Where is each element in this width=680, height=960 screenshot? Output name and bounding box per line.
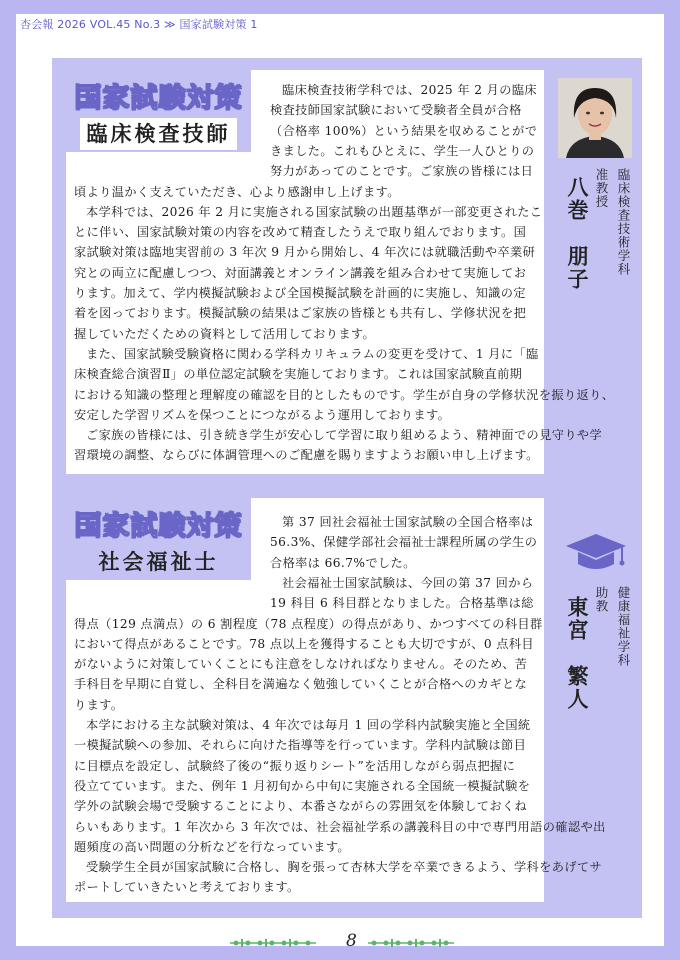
section-title: 国家試験対策: [74, 511, 243, 542]
section-title: 国家試験対策: [74, 83, 243, 114]
portrait-photo: [558, 78, 632, 158]
text-line: （合格率 100%）という結果を収めることがで: [270, 123, 538, 138]
text-line: 握していただくための資料として活用しております。: [74, 326, 376, 341]
text-line: 本学科では、2026 年 2 月に実施される国家試験の出題基準が一部変更されたこ: [86, 204, 543, 219]
text-line: 受験学生全員が国家試験に合格し、胸を張って杏林大学を卒業できるよう、学科をあげてサ: [86, 860, 603, 875]
text-line: 56.3%、保健学部社会福祉士課程所属の学生の: [270, 535, 538, 550]
text-line: ポートしていきたいと考えております。: [74, 880, 300, 895]
text-line: 究との両立に配慮しつつ、対面講義とオンライン講義を組み合わせて実施してお: [74, 265, 527, 280]
author-name: 東宮 繁人: [565, 596, 590, 711]
section-subtitle: 社会福祉士: [98, 549, 219, 574]
page: [16, 14, 664, 951]
text-line: 習環境の調整、ならびに体調管理へのご配慮を賜りますようお願い申し上げます。: [74, 448, 539, 463]
text-line: 第 37 回社会福祉士国家試験の全国合格率は: [282, 515, 534, 529]
left-ornament-icon: [230, 936, 316, 950]
text-line: 着を図っております。模擬試験の結果はご家族の皆様とも共有し、学修状況を把: [74, 306, 527, 321]
affiliation: 健康福祉学科: [616, 586, 631, 667]
text-line: 得点（129 点満点）の 6 割程度（78 点程度）の得点があり、かつすべての科目群: [74, 616, 543, 631]
text-line: 家試験対策は臨地実習前の 3 年次 9 月から開始し、4 年次には就職活動や卒業研: [74, 245, 536, 260]
running-header: 杏会報 2026 VOL.45 No.3 ≫ 国家試験対策 1: [20, 18, 258, 31]
section-social-welfare: [52, 486, 642, 918]
text-line: 臨床検査技術学科では、2025 年 2 月の臨床: [282, 83, 537, 97]
text-line: 合格率は 66.7%でした。: [270, 555, 416, 570]
position: 助教: [594, 586, 609, 613]
text-line: 社会福祉士国家試験は、今回の第 37 回から: [282, 575, 534, 590]
title-block: [66, 70, 251, 152]
text-line: ご家族の皆様には、引き続き学生が安心して学習に取り組めるよう、精神面での見守りや学: [86, 428, 603, 443]
position: 准教授: [594, 168, 609, 209]
text-line: 一模擬試験への参加、それらに向けた指導等を行っています。学科内試験は節目: [74, 738, 527, 753]
text-line: 役立てています。また、例年 1 月初旬から中旬に実施される全国統一模擬試験を: [74, 778, 531, 793]
right-ornament-icon: [368, 936, 454, 950]
text-line: とに伴い、国家試験対策の内容を改めて精査したうえで取り組んでおります。国: [74, 225, 527, 240]
text-line: に目標点を設定し、試験終了後の“振り返りシート”を活用しながら弱点把握に: [74, 758, 516, 773]
section-subtitle: 臨床検査技師: [80, 118, 237, 150]
text-line: 努力があってのことです。ご家族の皆様には日: [270, 164, 534, 179]
text-line: また、国家試験受験資格に関わる学科カリキュラムの変更を受けて、1 月に「臨: [86, 346, 539, 361]
text-line: 床検査総合演習Ⅱ」の単位認定試験を実施しております。これは国家試験直前期: [74, 367, 523, 382]
text-line: 題頻度の高い問題の分析などを行なっています。: [74, 839, 350, 854]
page-number: 8: [346, 931, 357, 951]
text-line: ります。加えて、学内模擬試験および全国模擬試験を計画的に実施し、知識の定: [74, 286, 526, 300]
text-line: ります。: [74, 697, 124, 712]
text-line: 検査技師国家試験において受験者全員が合格: [270, 103, 522, 118]
text-line: において得点があることです。78 点以上を獲得することも大切ですが、0 点科目: [74, 636, 535, 651]
section-clinical-lab: [52, 58, 642, 487]
affiliation: 臨床検査技術学科: [616, 168, 631, 276]
text-line: 頃より温かく支えていただき、心より感謝申し上げます。: [74, 184, 400, 199]
text-line: 本学における主な試験対策は、4 年次では毎月 1 回の学科内試験実施と全国統: [86, 718, 531, 732]
text-line: における知識の整理と理解度の確認を目的としたものです。学生が自身の学修状況を振り返り、: [74, 387, 615, 402]
author-name: 八巻 朋子: [565, 176, 590, 291]
text-line: らいもあります。1 年次から 3 年次では、社会福祉学系の講義科目の中で専門用語の確認や出: [74, 819, 606, 834]
text-line: がないように対策していくことにも注意をしなければなりません。そのため、苦: [74, 657, 528, 672]
text-line: 安定した学習リズムを保つことにつながるよう運用しております。: [74, 407, 451, 422]
title-block: [66, 498, 251, 580]
text-line: 19 科目 6 科目群となりました。合格基準は総: [270, 596, 534, 611]
text-line: きました。これもひとえに、学生一人ひとりの: [270, 143, 535, 158]
graduation-cap-icon: [564, 530, 628, 574]
text-line: 手科目を早期に自覚し、全科目を満遍なく勉強していくことが合格へのカギとな: [74, 677, 528, 692]
text-line: 学外の試験会場で受験することにより、本番さながらの雰囲気を体験しておくね: [74, 799, 528, 814]
